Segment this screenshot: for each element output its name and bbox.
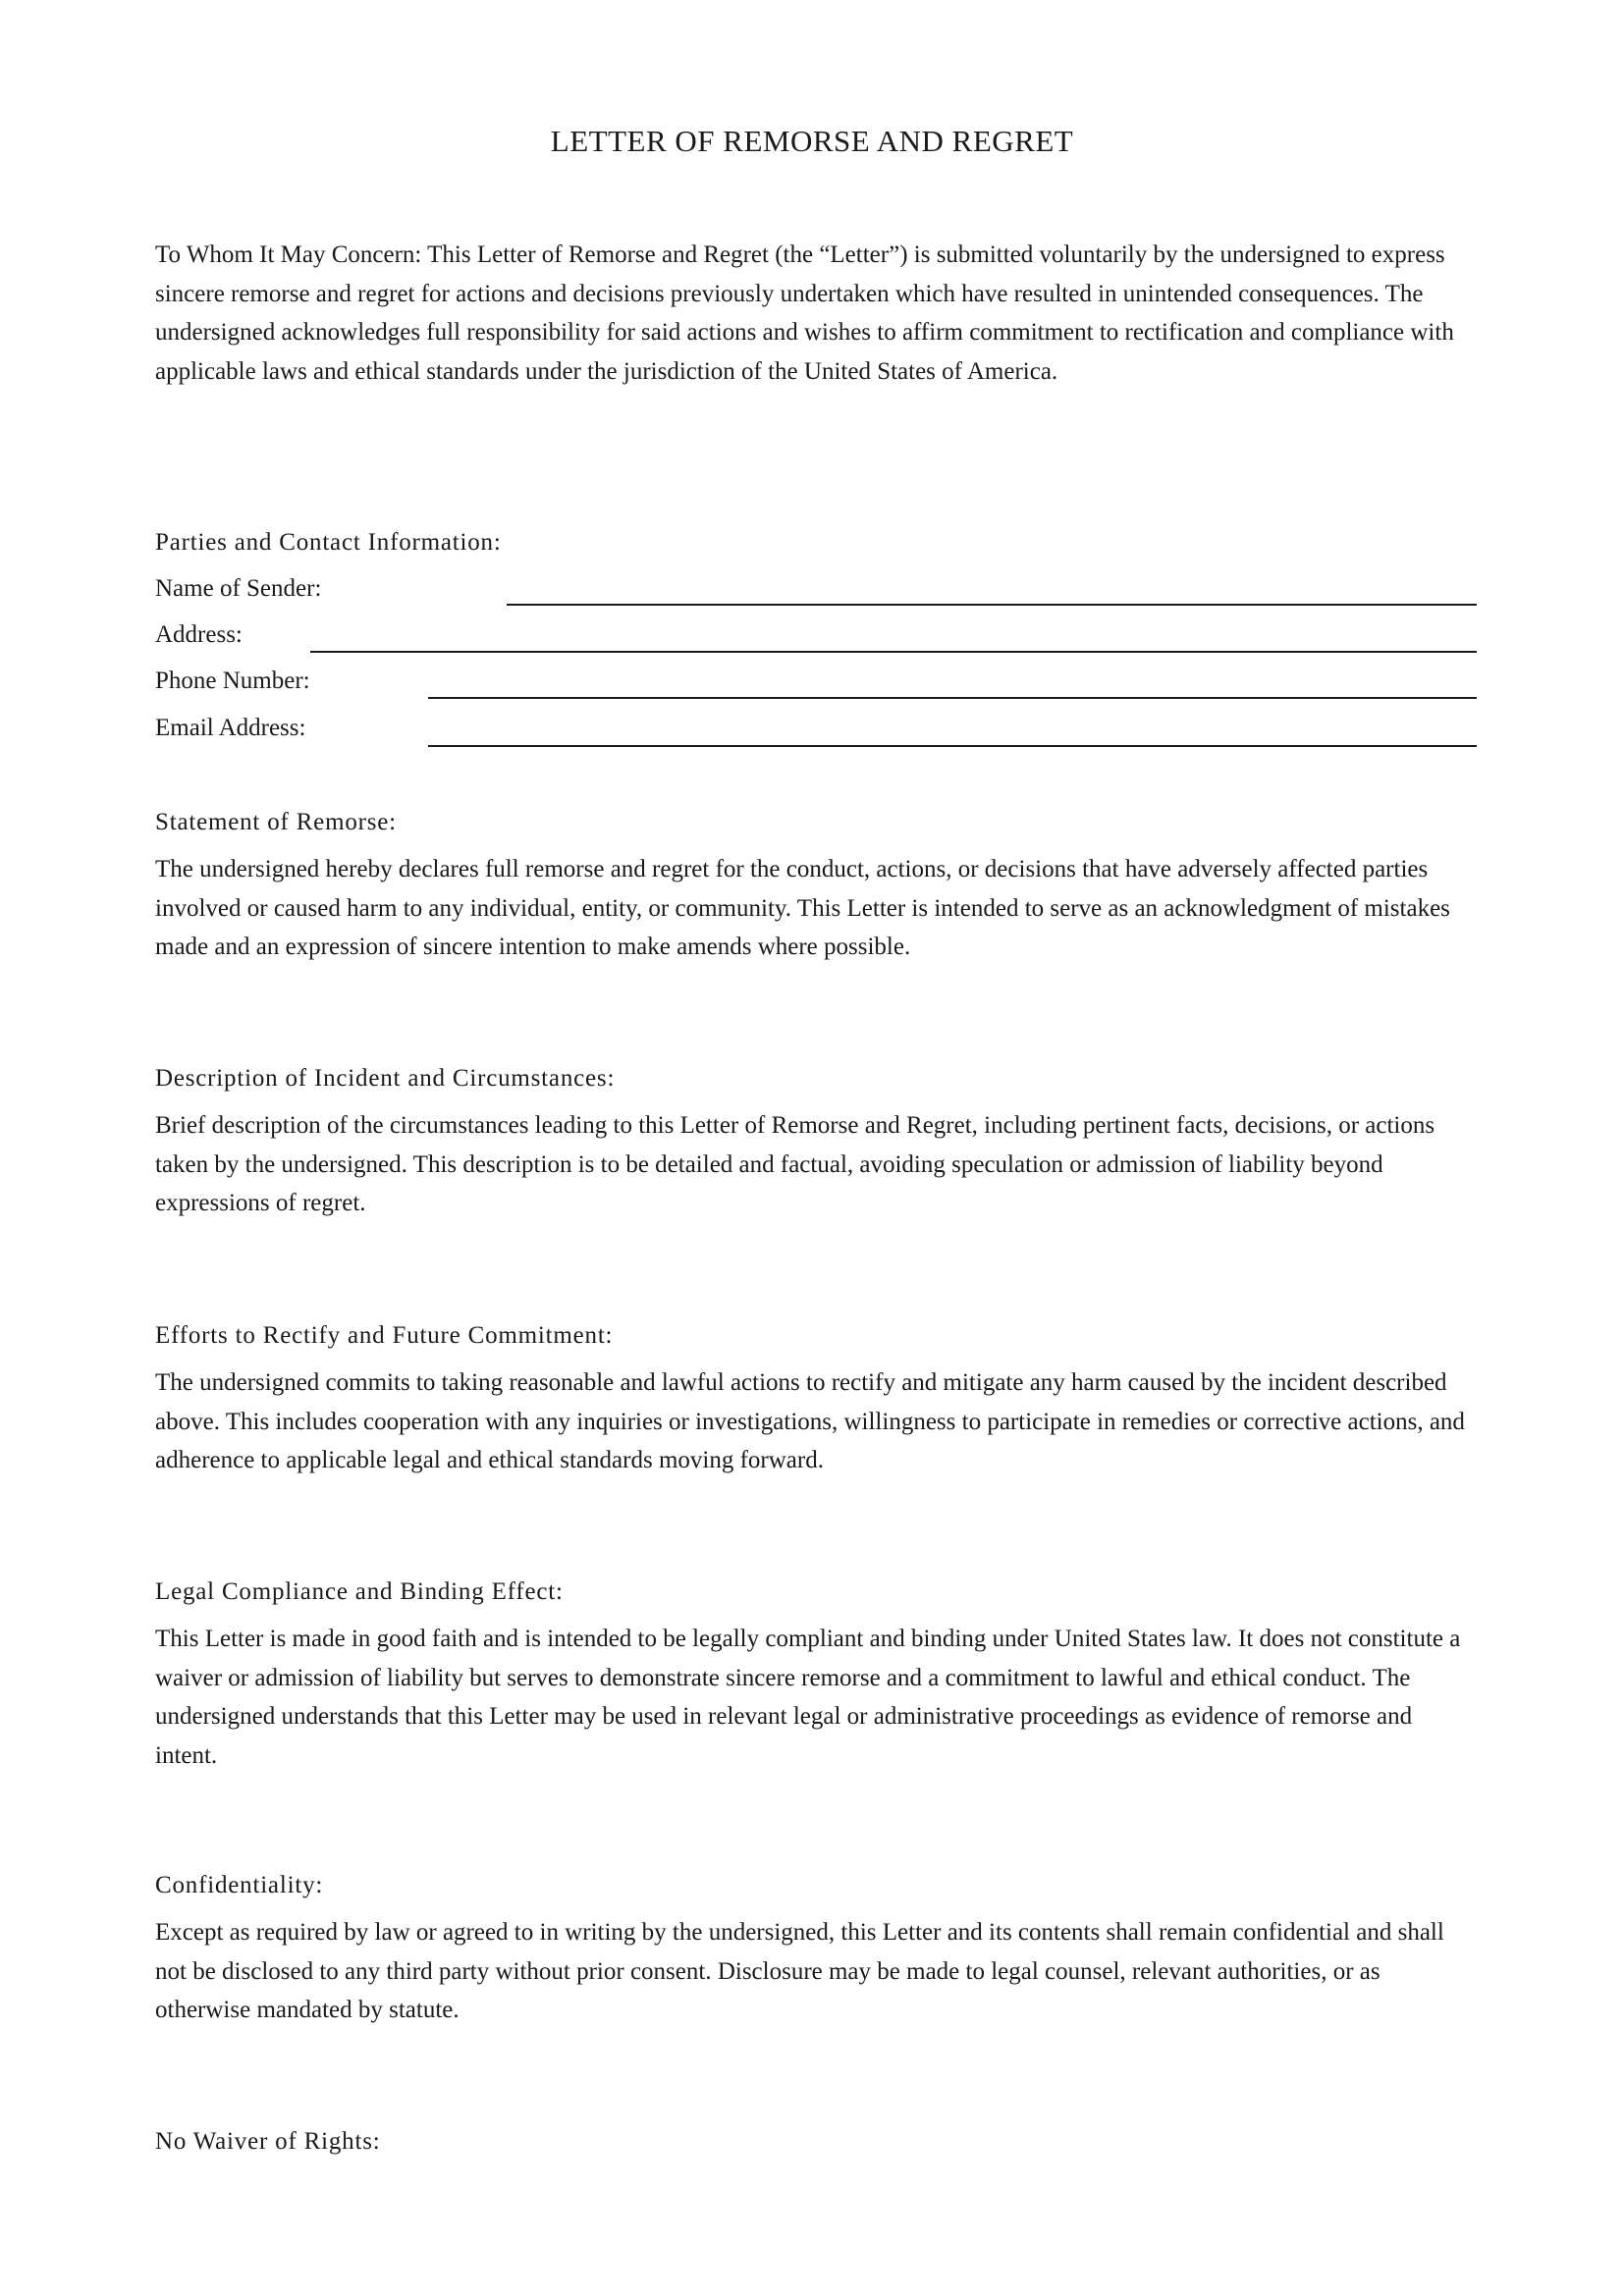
confidentiality-heading: Confidentiality: xyxy=(155,1872,324,1898)
sender-name-field[interactable] xyxy=(507,604,1477,606)
address-field[interactable] xyxy=(310,651,1477,653)
rectify-commitment-body: The undersigned commits to taking reasonable and lawful actions to rectify and mitigate any harm caused by the incident described above. This includes cooperation with any inquiries or investigations, willingness to participate in remedies or corrective actions, and adherence to applicable legal and ethical standards moving forward. xyxy=(155,1369,1465,1473)
legal-compliance-body: This Letter is made in good faith and is intended to be legally compliant and binding under United States law. It does not constitute a waiver or admission of liability but serves to demonstrate sincere remorse and a commitment to lawful and ethical conduct. The undersigned understands that this Letter may be used in relevant legal or administrative proceedings as evidence of remorse and intent. xyxy=(155,1626,1461,1769)
rectify-commitment-heading: Efforts to Rectify and Future Commitment: xyxy=(155,1322,614,1349)
incident-description-heading: Description of Incident and Circumstances: xyxy=(155,1065,616,1092)
address-label: Address: xyxy=(155,621,243,648)
phone-number-label: Phone Number: xyxy=(155,667,310,694)
statement-of-remorse-body: The undersigned hereby declares full remorse and regret for the conduct, actions, or decisions that have adversely affected parties involved or caused harm to any individual, entity, or community. This Letter is intended to serve as an acknowledgment of mistakes made and an expression of sincere intention to make amends where possible. xyxy=(155,856,1450,960)
intro-paragraph: To Whom It May Concern: This Letter of Remorse and Regret (the “Letter”) is submitted voluntarily by the undersigned to express sincere remorse and regret for actions and decisions previously undertaken which have resulted in unintended consequences. The undersigned acknowledges full responsibility for said actions and wishes to affirm commitment to rectification and compliance with applicable laws and ethical standards under the jurisdiction of the United States of America. xyxy=(155,241,1454,385)
legal-compliance-heading: Legal Compliance and Binding Effect: xyxy=(155,1578,564,1605)
email-address-label: Email Address: xyxy=(155,715,306,741)
statement-of-remorse-heading: Statement of Remorse: xyxy=(155,809,397,835)
document-title: LETTER OF REMORSE AND REGRET xyxy=(550,124,1074,158)
sender-name-label: Name of Sender: xyxy=(155,575,322,602)
confidentiality-body: Except as required by law or agreed to in writing by the undersigned, this Letter and its contents shall remain confidential and shall not be disclosed to any third party without prior consent. Disclosure may be made to legal counsel, relevant authorities, or as otherwise mandated by statute. xyxy=(155,1919,1444,2023)
incident-description-body: Brief description of the circumstances leading to this Letter of Remorse and Regret, including pertinent facts, decisions, or actions taken by the undersigned. This description is to be detailed and factual, avoiding speculation or admission of liability beyond expressions of regret. xyxy=(155,1112,1435,1216)
email-address-field[interactable] xyxy=(428,745,1477,747)
phone-number-field[interactable] xyxy=(428,697,1477,699)
no-waiver-heading: No Waiver of Rights: xyxy=(155,2128,381,2155)
parties-heading: Parties and Contact Information: xyxy=(155,529,502,556)
